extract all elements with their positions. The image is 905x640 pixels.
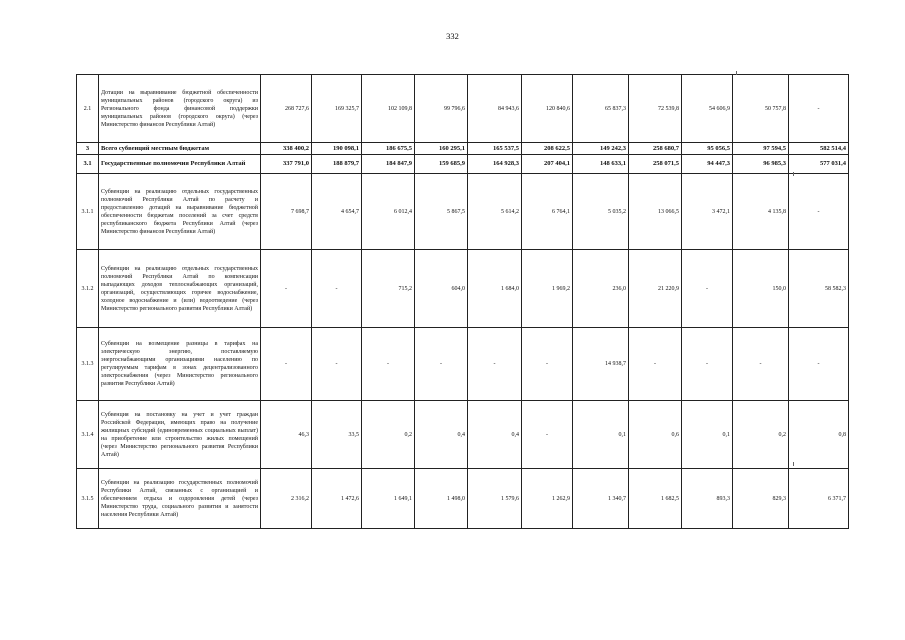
value-cell: 0,4 — [468, 401, 522, 469]
value-cell: 5 614,2 — [468, 174, 522, 250]
value-cell: 94 447,3 — [682, 155, 733, 174]
value-cell: 6 012,4 — [362, 174, 415, 250]
value-cell: 0,8 — [789, 401, 849, 469]
value-cell: 1 498,0 — [415, 469, 468, 529]
page-number: 332 — [446, 31, 459, 41]
row-number: 3 — [77, 143, 99, 155]
value-cell: 0,4 — [415, 401, 468, 469]
value-cell: - — [261, 250, 312, 328]
value-cell: 120 840,6 — [522, 75, 573, 143]
table-row — [77, 328, 849, 401]
value-cell: - — [733, 328, 789, 401]
value-cell: 258 680,7 — [629, 143, 682, 155]
row-number: 3.1.1 — [77, 174, 99, 250]
value-cell: 188 879,7 — [312, 155, 362, 174]
table-row — [77, 155, 849, 174]
value-cell: 46,3 — [261, 401, 312, 469]
value-cell: 2 316,2 — [261, 469, 312, 529]
row-number: 3.1 — [77, 155, 99, 174]
value-cell: 268 727,6 — [261, 75, 312, 143]
value-cell: 5 035,2 — [573, 174, 629, 250]
value-cell: - — [468, 328, 522, 401]
value-cell: 72 539,8 — [629, 75, 682, 143]
value-cell: 84 943,6 — [468, 75, 522, 143]
row-number: 3.1.2 — [77, 250, 99, 328]
value-cell: 1 262,9 — [522, 469, 573, 529]
value-cell: 0,1 — [573, 401, 629, 469]
row-number: 3.1.3 — [77, 328, 99, 401]
value-cell: 21 220,9 — [629, 250, 682, 328]
value-cell: - — [362, 328, 415, 401]
value-cell: 338 400,2 — [261, 143, 312, 155]
row-number: 2.1 — [77, 75, 99, 143]
value-cell: 715,2 — [362, 250, 415, 328]
value-cell: 236,0 — [573, 250, 629, 328]
value-cell: 149 242,3 — [573, 143, 629, 155]
value-cell: - — [789, 174, 849, 250]
value-cell: 1 579,6 — [468, 469, 522, 529]
value-cell: 13 066,5 — [629, 174, 682, 250]
value-cell: - — [682, 328, 733, 401]
value-cell: - — [261, 328, 312, 401]
value-cell: 184 847,9 — [362, 155, 415, 174]
table-row — [77, 401, 849, 469]
value-cell: - — [789, 75, 849, 143]
value-cell: 160 295,1 — [415, 143, 468, 155]
scan-mark — [793, 462, 794, 466]
value-cell: 4 135,8 — [733, 174, 789, 250]
value-cell: 165 537,5 — [468, 143, 522, 155]
value-cell: - — [522, 328, 573, 401]
value-cell: 1 682,5 — [629, 469, 682, 529]
table-body — [77, 75, 849, 529]
row-name: Субвенции на реализацию отдельных государственных полномочий Республики Алтай по компенсации выпадающих доходов теплоснабжающих организаций, организаций, осуществляющих горячее водоснабжение, холодное водоснабжение и (или) водоотведение (через Министерство регионального развития Республики Алтай) — [99, 250, 261, 328]
value-cell: 604,0 — [415, 250, 468, 328]
value-cell: - — [522, 401, 573, 469]
value-cell: 0,2 — [733, 401, 789, 469]
value-cell: 577 031,4 — [789, 155, 849, 174]
value-cell: 258 071,5 — [629, 155, 682, 174]
value-cell: 14 938,7 — [573, 328, 629, 401]
row-number: 3.1.5 — [77, 469, 99, 529]
row-name: Субвенции на реализацию государственных полномочий Республики Алтай, связанных с организацией и обеспечением отдыха и оздоровления детей (через Министерство труда, социального развития и занятости населения Республики Алтай) — [99, 469, 261, 529]
value-cell: 1 969,2 — [522, 250, 573, 328]
value-cell: 0,1 — [682, 401, 733, 469]
value-cell: 1 649,1 — [362, 469, 415, 529]
value-cell: 1 472,6 — [312, 469, 362, 529]
scan-mark — [736, 71, 737, 75]
row-name: Дотации на выравнивание бюджетной обеспеченности муниципальных районов (городского округа) из Регионального фонда финансовой поддержки муниципальных районов (городского округа) (через Министерство финансов Республики Алтай) — [99, 75, 261, 143]
value-cell: 58 582,3 — [789, 250, 849, 328]
table-row — [77, 250, 849, 328]
value-cell: - — [312, 250, 362, 328]
value-cell: 148 633,1 — [573, 155, 629, 174]
value-cell: 893,3 — [682, 469, 733, 529]
value-cell: 208 622,5 — [522, 143, 573, 155]
row-name: Всего субвенций местным бюджетам — [99, 143, 261, 155]
value-cell: 337 791,0 — [261, 155, 312, 174]
table-row — [77, 469, 849, 529]
value-cell: - — [312, 328, 362, 401]
row-name: Государственные полномочия Республики Алтай — [99, 155, 261, 174]
value-cell: 96 985,3 — [733, 155, 789, 174]
row-number: 3.1.4 — [77, 401, 99, 469]
value-cell: 65 837,3 — [573, 75, 629, 143]
row-name: Субвенции на возмещение разницы в тарифах на электрическую энергию, поставляемую энергоснабжающими организациями населению по регулируемым тарифам в зонах децентрализованного электроснабжения (через Министерство регионального развития Республики Алтай) — [99, 328, 261, 401]
row-name: Субвенция на постановку на учет и учет граждан Российской Федерации, имеющих право на получение жилищных субсидий (единовременных социальных выплат) на приобретение или строительство жилых помещений (через Министерство регионального развития Республики Алтай) — [99, 401, 261, 469]
value-cell: 164 928,3 — [468, 155, 522, 174]
value-cell: 0,2 — [362, 401, 415, 469]
value-cell: - — [415, 328, 468, 401]
value-cell: 1 340,7 — [573, 469, 629, 529]
value-cell: 207 404,1 — [522, 155, 573, 174]
value-cell: 190 098,1 — [312, 143, 362, 155]
scan-mark — [793, 172, 794, 176]
value-cell: 186 675,5 — [362, 143, 415, 155]
value-cell: 50 757,8 — [733, 75, 789, 143]
value-cell: 54 606,9 — [682, 75, 733, 143]
value-cell: 159 685,9 — [415, 155, 468, 174]
value-cell: 6 764,1 — [522, 174, 573, 250]
value-cell: - — [682, 250, 733, 328]
value-cell: 3 472,1 — [682, 174, 733, 250]
value-cell: 169 325,7 — [312, 75, 362, 143]
value-cell: 7 698,7 — [261, 174, 312, 250]
table-row — [77, 75, 849, 143]
table-row — [77, 143, 849, 155]
value-cell: 5 867,5 — [415, 174, 468, 250]
value-cell: - — [629, 328, 682, 401]
value-cell: 6 371,7 — [789, 469, 849, 529]
value-cell: 1 684,0 — [468, 250, 522, 328]
value-cell: 582 514,4 — [789, 143, 849, 155]
value-cell: 102 109,8 — [362, 75, 415, 143]
value-cell: 150,0 — [733, 250, 789, 328]
table-row — [77, 174, 849, 250]
value-cell: 99 796,6 — [415, 75, 468, 143]
value-cell: - — [789, 328, 849, 401]
row-name: Субвенции на реализацию отдельных государственных полномочий Республики Алтай по расчету и предоставлению дотаций на выравнивание бюджетной обеспеченности бюджетам поселений за счет средств республиканского бюджета Республики Алтай (через Министерство финансов Республики Алтай) — [99, 174, 261, 250]
subventions-table — [76, 74, 849, 529]
value-cell: 0,6 — [629, 401, 682, 469]
value-cell: 33,5 — [312, 401, 362, 469]
value-cell: 4 654,7 — [312, 174, 362, 250]
value-cell: 97 594,5 — [733, 143, 789, 155]
value-cell: 95 056,5 — [682, 143, 733, 155]
value-cell: 829,3 — [733, 469, 789, 529]
